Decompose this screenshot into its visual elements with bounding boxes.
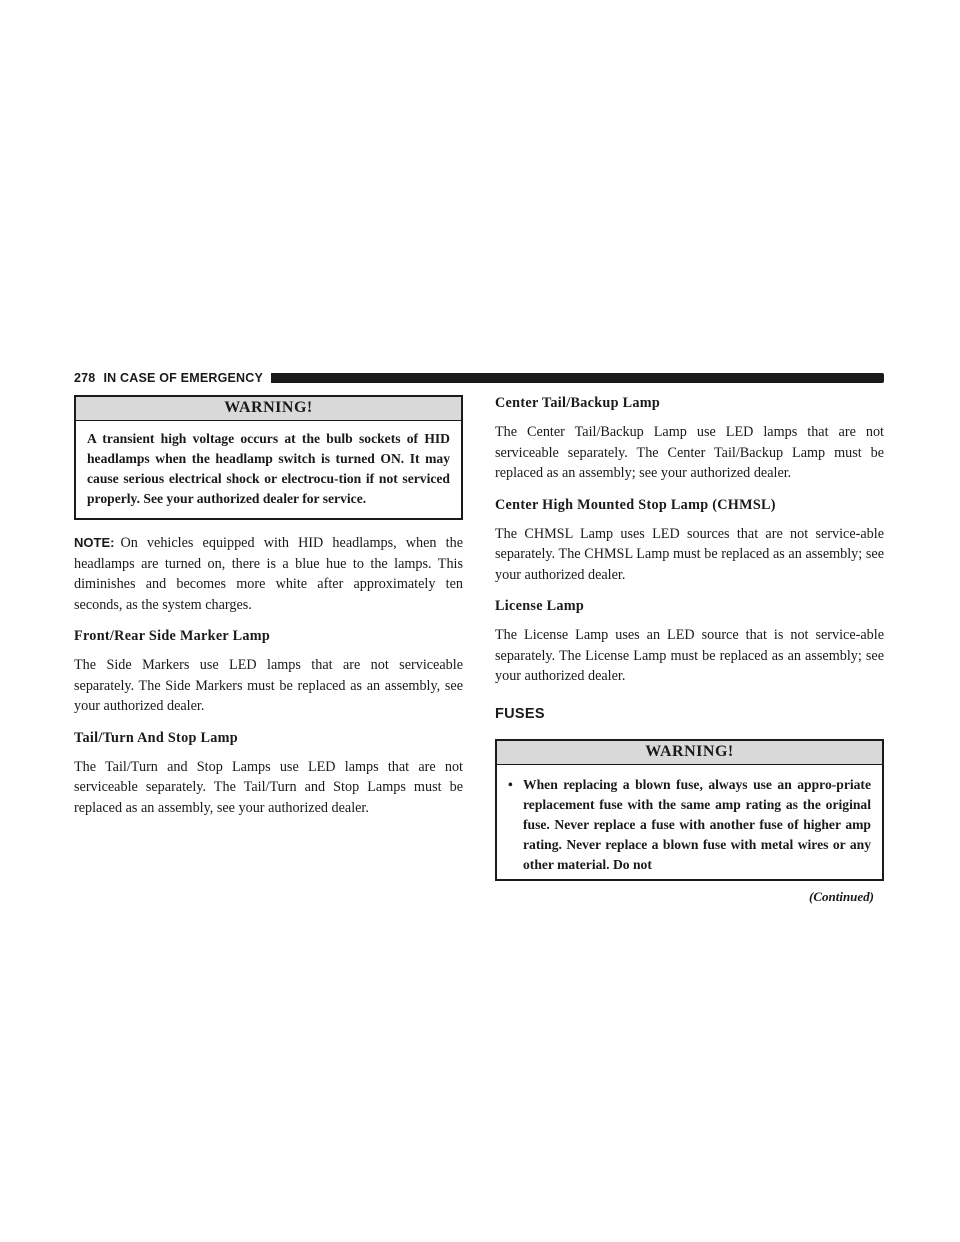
fuse-warning-box <box>495 739 884 881</box>
chmsl-heading: Center High Mounted Stop Lamp (CHMSL) <box>495 496 776 513</box>
bullet-icon: • <box>508 776 513 792</box>
note-paragraph <box>74 533 463 615</box>
warning-list <box>497 765 882 879</box>
center-tail-text: The Center Tail/Backup Lamp use LED lamps that are not serviceable separately. The Center Tail/Backup Lamp must be replaced as an assembly; see your authorized dealer. <box>495 424 884 481</box>
page-number: 278 <box>74 371 96 385</box>
license-heading: License Lamp <box>495 598 585 614</box>
center-tail-heading: Center Tail/Backup Lamp <box>495 395 661 411</box>
list-item <box>508 775 871 875</box>
left-column <box>74 395 463 818</box>
fuses-heading: FUSES <box>495 705 545 722</box>
right-column <box>495 395 884 905</box>
list-item-text: When replacing a blown fuse, always use an appro-priate replacement fuse with the same amp rating as the original fuse. Never replace a fuse with another fuse of higher amp rating. Never replace a blown fuse with metal wires or any other material. Do not <box>523 776 871 872</box>
hid-warning-box <box>74 395 463 520</box>
continued-label: (Continued) <box>808 888 874 904</box>
section-name: IN CASE OF EMERGENCY <box>103 371 264 385</box>
chmsl-text: The CHMSL Lamp uses LED sources that are not service-able separately. The CHMSL Lamp must be replaced as an assembly; see your authorized dealer. <box>495 525 884 583</box>
warning-title: WARNING! <box>497 741 882 765</box>
note-label: NOTE: <box>74 535 115 550</box>
header-rule <box>271 373 884 383</box>
note-text: On vehicles equipped with HID headlamps, when the headlamps are turned on, there is a blue hue to the lamps. This diminishes and becomes more white after approximately ten seconds, as the system charges. <box>74 535 463 613</box>
tail-turn-heading: Tail/Turn And Stop Lamp <box>74 729 238 746</box>
side-marker-heading: Front/Rear Side Marker Lamp <box>74 628 271 644</box>
license-text: The License Lamp uses an LED source that is not service-able separately. The License Lamp must be replaced as an assembly; see your authorized dealer. <box>495 627 884 684</box>
tail-turn-text: The Tail/Turn and Stop Lamps use LED lamps that are not serviceable separately. The Tail/Turn and Stop Lamps must be replaced as an assembly, see your authorized dealer. <box>74 758 463 816</box>
page-header <box>74 369 884 387</box>
side-marker-text: The Side Markers use LED lamps that are not serviceable separately. The Side Markers must be replaced as an assembly, see your authorized dealer. <box>74 657 463 714</box>
warning-title: WARNING! <box>76 397 461 421</box>
warning-body: A transient high voltage occurs at the bulb sockets of HID headlamps when the headlamp switch is turned ON. It may cause serious electrical shock or electrocu-tion if not serviced properly. See your authorized dealer for service. <box>87 431 450 506</box>
